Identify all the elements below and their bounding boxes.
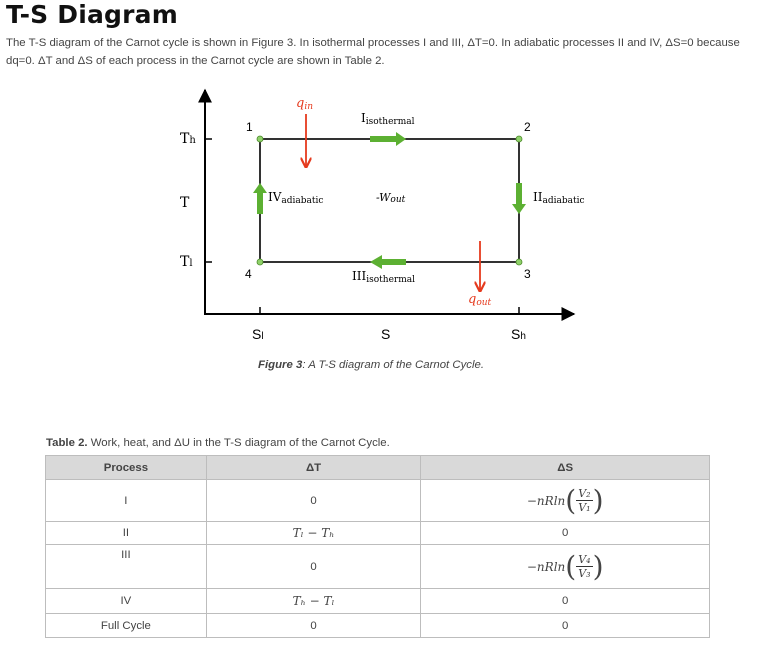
y-label-tl: Tl (180, 254, 193, 270)
formula-numerator: V₂ (578, 487, 591, 500)
cell-process: II (46, 522, 207, 545)
process-i-arrow (370, 132, 406, 146)
table-header-row (46, 456, 710, 480)
figure-caption (258, 359, 484, 371)
cell-delta-t: 0 (206, 614, 421, 638)
cell-delta-t: Tₕ − Tₗ (206, 589, 421, 614)
cell-delta-s (421, 480, 710, 522)
y-label-t: T (180, 195, 190, 211)
figure-caption-label: Figure 3 (258, 359, 303, 371)
cell-process: III (46, 545, 207, 589)
formula-prefix: −nRln (526, 559, 566, 574)
formula-numerator: V₄ (578, 553, 591, 566)
header-delta-t: ΔT (206, 456, 421, 480)
x-label-s: S (381, 326, 391, 342)
figure-caption-text: : A T-S diagram of the Carnot Cycle. (302, 359, 485, 371)
node-4 (257, 259, 263, 265)
formula-denominator: V₁ (578, 501, 591, 514)
intro-paragraph: The T-S diagram of the Carnot cycle is shown in Figure 3. In isothermal processes I and III, ΔT=0. In adiabatic processes II and IV, ΔS=0 because dq=0. ΔT and ΔS of each process in the Carnot cycle are shown in Table 2. (6, 37, 740, 67)
cell-delta-t: Tₗ − Tₕ (206, 522, 421, 545)
node-3 (516, 259, 522, 265)
corner-label-2: 2 (524, 120, 531, 134)
table-row (46, 589, 710, 614)
table-row (46, 614, 710, 638)
table-row (46, 545, 710, 589)
table-caption (46, 437, 390, 449)
w-out-label: -Wout (376, 191, 406, 205)
cell-delta-s: 0 (421, 522, 710, 545)
cell-delta-s: 0 (421, 614, 710, 638)
table-row (46, 480, 710, 522)
header-delta-s: ΔS (421, 456, 710, 480)
table-caption-label: Table 2. (46, 437, 88, 449)
table-caption-text: Work, heat, and ΔU in the T-S diagram of the Carnot Cycle. (87, 437, 390, 449)
process-iv-label: IVadiabatic (268, 190, 324, 206)
cell-process: I (46, 480, 207, 522)
cell-process: Full Cycle (46, 614, 207, 638)
process-ii-label: IIadiabatic (533, 190, 585, 206)
x-label-sh: Sh (511, 326, 526, 342)
process-iii-label: IIIisothermal (352, 269, 415, 285)
formula-prefix: −nRln (526, 493, 566, 508)
carnot-table (45, 455, 710, 638)
node-1 (257, 136, 263, 142)
process-ii-arrow (512, 183, 526, 214)
node-2 (516, 136, 522, 142)
cell-delta-t: 0 (206, 480, 421, 522)
x-label-sl: Sl (252, 326, 264, 342)
corner-label-4: 4 (245, 267, 252, 281)
cell-process: IV (46, 589, 207, 614)
cell-delta-t: 0 (206, 545, 421, 589)
cell-delta-s: 0 (421, 589, 710, 614)
cell-delta-s (421, 545, 710, 589)
y-label-th: Th (180, 131, 196, 147)
formula-denominator: V₃ (578, 567, 591, 580)
corner-label-1: 1 (246, 120, 253, 134)
corner-label-3: 3 (524, 267, 531, 281)
process-i-label: Iisothermal (361, 111, 415, 127)
entropy-formula: −nRln ( $\frac{\text{V₂}}{\text{V₁}}$ ) (526, 483, 604, 517)
page-title: T-S Diagram (6, 0, 178, 29)
q-in-label: qin (296, 96, 314, 112)
q-out-label: qout (468, 292, 492, 308)
entropy-formula: −nRln ( $\frac{\text{V₄}}{\text{V₃}}$ ) (526, 549, 604, 583)
process-iii-arrow (370, 255, 406, 269)
process-iv-arrow (253, 183, 267, 214)
header-process: Process (46, 456, 207, 480)
table-row (46, 522, 710, 545)
